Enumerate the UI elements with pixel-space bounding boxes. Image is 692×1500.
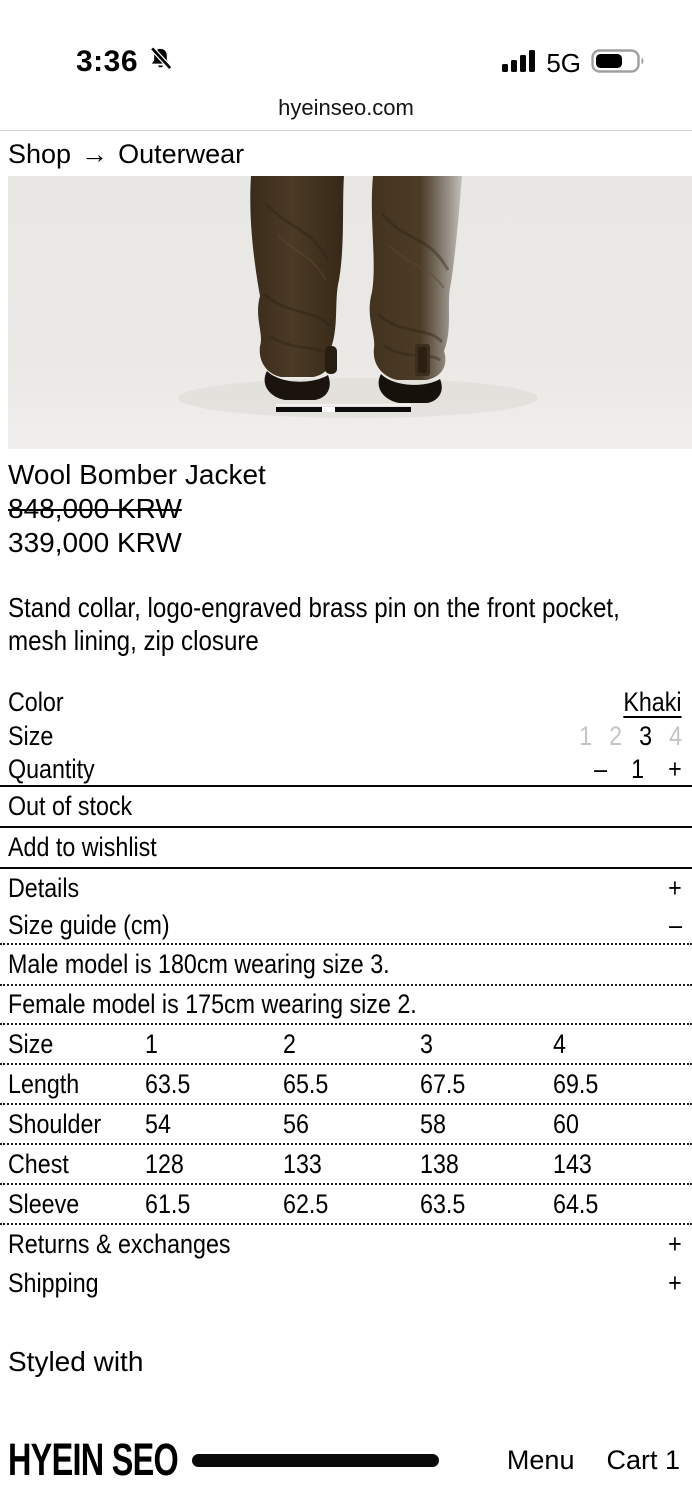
product-title: Wool Bomber Jacket bbox=[8, 459, 266, 490]
size-guide-table bbox=[0, 1025, 692, 1225]
size-option-2[interactable]: 2 bbox=[608, 720, 622, 751]
quantity-decrease-button[interactable]: – bbox=[594, 753, 608, 784]
table-header-row: Size 1 2 3 4 bbox=[0, 1025, 692, 1065]
size-option-4[interactable]: 4 bbox=[669, 720, 682, 751]
quantity-label: Quantity bbox=[8, 753, 95, 784]
plus-icon[interactable]: + bbox=[668, 1267, 682, 1298]
quantity-increase-button[interactable]: + bbox=[668, 753, 682, 784]
title-block bbox=[0, 449, 692, 560]
logo-bar-decoration bbox=[192, 1454, 439, 1467]
signal-icon bbox=[502, 49, 536, 78]
product-image-carousel[interactable] bbox=[8, 176, 692, 449]
status-bar bbox=[0, 0, 692, 85]
quantity-value: 1 bbox=[631, 753, 645, 784]
breadcrumb-category-link[interactable]: Outerwear bbox=[118, 139, 245, 169]
female-model-note: Female model is 175cm wearing size 2. bbox=[0, 986, 692, 1025]
table-row-sleeve: Sleeve 61.5 62.5 63.5 64.5 bbox=[0, 1185, 692, 1225]
original-price: 848,000 KRW bbox=[8, 493, 182, 524]
shipping-accordion[interactable] bbox=[0, 1264, 692, 1302]
color-value[interactable]: Khaki bbox=[623, 686, 682, 717]
quantity-row bbox=[0, 753, 692, 787]
cart-button[interactable]: Cart 1 bbox=[606, 1444, 680, 1475]
url-text[interactable]: hyeinseo.com bbox=[278, 94, 414, 120]
add-to-wishlist-label: Add to wishlist bbox=[8, 832, 157, 862]
browser-url-bar[interactable] bbox=[0, 85, 692, 131]
out-of-stock-button[interactable] bbox=[0, 787, 692, 828]
clock: 3:36 bbox=[76, 45, 139, 78]
notifications-off-icon bbox=[147, 46, 174, 78]
size-guide-label: Size guide (cm) bbox=[8, 909, 170, 940]
size-options bbox=[577, 721, 682, 752]
size-row bbox=[0, 719, 692, 753]
size-option-3[interactable]: 3 bbox=[639, 720, 652, 751]
product-photo bbox=[8, 176, 692, 449]
male-model-note: Male model is 180cm wearing size 3. bbox=[0, 945, 692, 986]
details-label: Details bbox=[8, 872, 80, 903]
product-description: Stand collar, logo-engraved brass pin on the front pocket, mesh lining, zip closure bbox=[8, 592, 620, 656]
out-of-stock-label: Out of stock bbox=[8, 791, 133, 821]
returns-label: Returns & exchanges bbox=[8, 1229, 231, 1259]
add-to-wishlist-button[interactable] bbox=[0, 828, 692, 869]
table-header-label: Size bbox=[8, 1028, 54, 1059]
minus-icon[interactable]: – bbox=[669, 909, 682, 940]
shipping-label: Shipping bbox=[8, 1267, 99, 1298]
status-left bbox=[76, 45, 174, 79]
color-label: Color bbox=[8, 686, 64, 717]
table-row-shoulder: Shoulder 54 56 58 60 bbox=[0, 1105, 692, 1145]
size-label: Size bbox=[8, 720, 54, 751]
color-row[interactable] bbox=[0, 685, 692, 719]
bottom-nav bbox=[0, 1436, 692, 1500]
plus-icon[interactable]: + bbox=[668, 1229, 682, 1259]
quantity-stepper bbox=[592, 754, 682, 785]
size-guide-accordion[interactable] bbox=[0, 907, 692, 945]
battery-icon bbox=[591, 49, 646, 78]
status-right bbox=[502, 48, 646, 79]
purchase-options bbox=[0, 685, 692, 1302]
table-row-length: Length 63.5 65.5 67.5 69.5 bbox=[0, 1065, 692, 1105]
footer-links bbox=[507, 1445, 680, 1476]
breadcrumb-shop-link[interactable]: Shop bbox=[8, 139, 72, 169]
table-row-chest: Chest 128 133 138 143 bbox=[0, 1145, 692, 1185]
styled-with-heading: Styled with bbox=[8, 1346, 144, 1377]
menu-button[interactable]: Menu bbox=[506, 1444, 575, 1475]
breadcrumb bbox=[0, 131, 692, 176]
carousel-indicator bbox=[276, 404, 411, 412]
network-type-label: 5G bbox=[546, 48, 581, 78]
plus-icon[interactable]: + bbox=[668, 872, 682, 903]
sale-price: 339,000 KRW bbox=[8, 527, 182, 558]
details-accordion[interactable] bbox=[0, 869, 692, 907]
breadcrumb-arrow-icon: → bbox=[81, 139, 109, 169]
returns-accordion[interactable] bbox=[0, 1225, 692, 1264]
size-option-1[interactable]: 1 bbox=[578, 720, 592, 751]
brand-logo[interactable]: HYEIN SEO bbox=[8, 1434, 178, 1485]
